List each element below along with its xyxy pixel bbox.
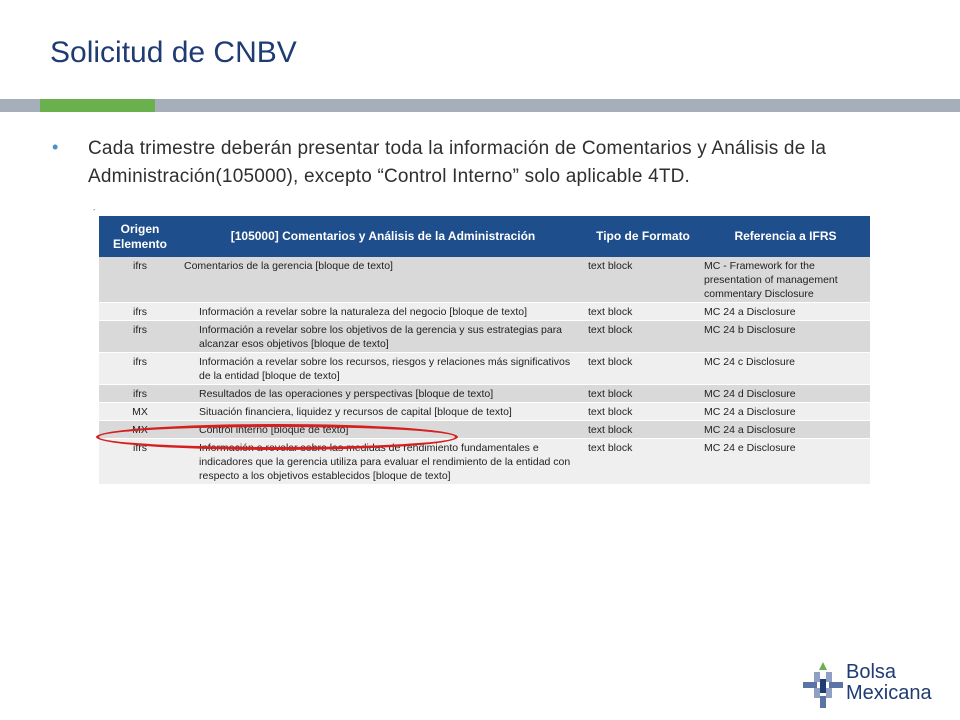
cell-referencia: MC - Framework for the presentation of management commentary Disclosure xyxy=(701,257,870,303)
cell-tipo: text block xyxy=(585,403,701,421)
slide-title: Solicitud de CNBV xyxy=(50,36,297,69)
ifrs-table xyxy=(99,216,870,485)
cell-descripcion: Comentarios de la gerencia [bloque de texto] xyxy=(181,257,585,303)
cell-descripcion: Información a revelar sobre la naturaleza del negocio [bloque de texto] xyxy=(181,303,585,321)
table-row xyxy=(99,385,870,403)
cell-tipo: text block xyxy=(585,321,701,353)
title-divider-accent xyxy=(40,99,155,112)
table-row xyxy=(99,353,870,385)
cell-tipo: text block xyxy=(585,421,701,439)
cell-referencia: MC 24 a Disclosure xyxy=(701,421,870,439)
bullet-icon: • xyxy=(52,137,59,157)
cell-referencia: MC 24 a Disclosure xyxy=(701,403,870,421)
table-corner-mark: ´ xyxy=(93,208,96,218)
header-referencia: Referencia a IFRS xyxy=(701,216,870,257)
cell-origen: ifrs xyxy=(99,257,181,303)
table-row xyxy=(99,403,870,421)
cell-origen: ifrs xyxy=(99,303,181,321)
cell-referencia: MC 24 a Disclosure xyxy=(701,303,870,321)
table-body xyxy=(99,257,870,485)
cell-origen: ifrs xyxy=(99,439,181,485)
header-descripcion: [105000] Comentarios y Análisis de la Administración xyxy=(181,216,585,257)
header-origen: Origen Elemento xyxy=(99,216,181,257)
bmv-star-logo-icon xyxy=(803,662,843,708)
cell-descripcion: Información a revelar sobre los recursos, riesgos y relaciones más significativos de la entidad [bloque de texto] xyxy=(181,353,585,385)
cell-referencia: MC 24 b Disclosure xyxy=(701,321,870,353)
cell-referencia: MC 24 c Disclosure xyxy=(701,353,870,385)
table-row xyxy=(99,257,870,303)
cell-origen: MX xyxy=(99,403,181,421)
cell-tipo: text block xyxy=(585,385,701,403)
cell-tipo: text block xyxy=(585,303,701,321)
cell-tipo: text block xyxy=(585,439,701,485)
table-header-row xyxy=(99,216,870,257)
cell-descripcion: Resultados de las operaciones y perspectivas [bloque de texto] xyxy=(181,385,585,403)
logo-line-2: Mexicana xyxy=(846,682,932,704)
cell-origen: ifrs xyxy=(99,321,181,353)
table-row xyxy=(99,439,870,485)
cell-origen: ifrs xyxy=(99,353,181,385)
cell-origen: MX xyxy=(99,421,181,439)
logo-text xyxy=(846,662,932,704)
table-row xyxy=(99,421,870,439)
cell-tipo: text block xyxy=(585,257,701,303)
cell-descripcion: Control interno [bloque de texto] xyxy=(181,421,585,439)
cell-descripcion: Situación financiera, liquidez y recursos de capital [bloque de texto] xyxy=(181,403,585,421)
table-row xyxy=(99,303,870,321)
cell-tipo: text block xyxy=(585,353,701,385)
table-row xyxy=(99,321,870,353)
logo-line-1: Bolsa xyxy=(846,661,897,683)
header-tipo: Tipo de Formato xyxy=(585,216,701,257)
bullet-text: Cada trimestre deberán presentar toda la información de Comentarios y Análisis de la Administración(105000), excepto “Control Interno” solo aplicable 4TD. xyxy=(88,138,827,187)
cell-descripcion: Información a revelar sobre los objetivos de la gerencia y sus estrategias para alcanzar esos objetivos [bloque de texto] xyxy=(181,321,585,353)
cell-descripcion: Información a revelar sobre las medidas de rendimiento fundamentales e indicadores que la gerencia utiliza para evaluar el rendimiento de la entidad con respecto a los objetivos establecidos [bloque de texto] xyxy=(181,439,585,485)
cell-referencia: MC 24 e Disclosure xyxy=(701,439,870,485)
cell-referencia: MC 24 d Disclosure xyxy=(701,385,870,403)
cell-origen: ifrs xyxy=(99,385,181,403)
